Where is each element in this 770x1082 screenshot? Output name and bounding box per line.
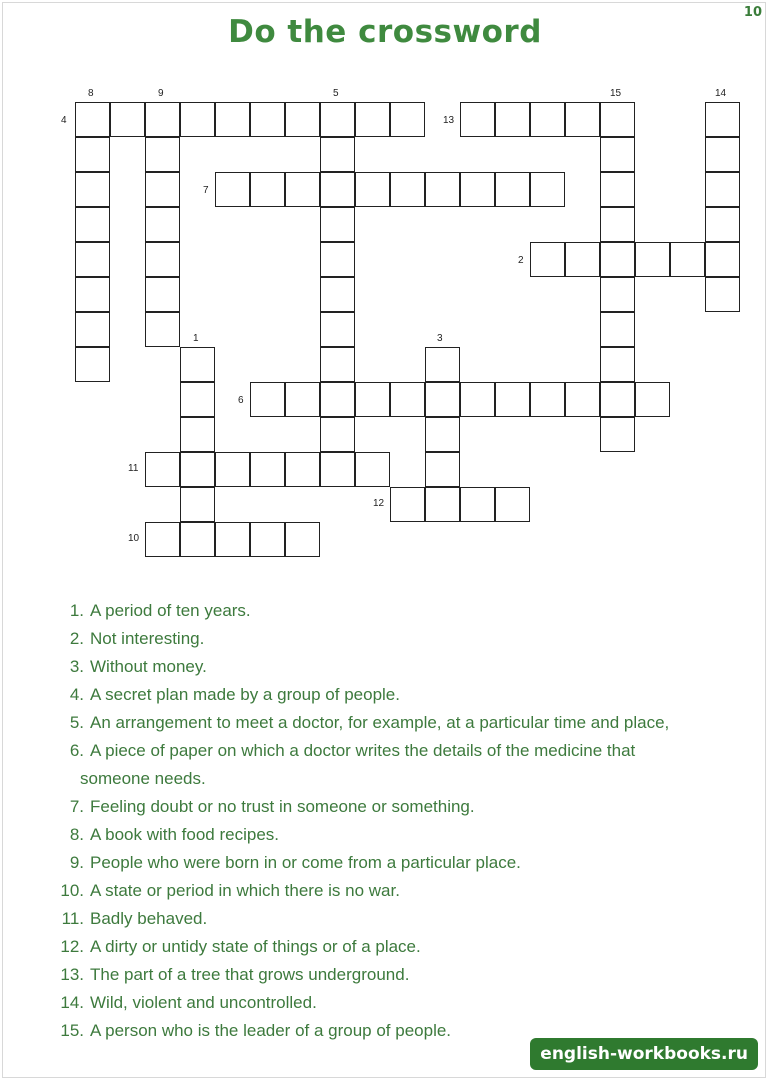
crossword-cell[interactable] xyxy=(75,347,110,382)
crossword-cell[interactable] xyxy=(215,102,250,137)
clue-item-text: Not interesting. xyxy=(90,629,205,648)
clue-item xyxy=(52,681,742,709)
crossword-cell[interactable] xyxy=(145,137,180,172)
clue-item xyxy=(52,653,742,681)
clue-number-3: 3 xyxy=(437,333,443,344)
crossword-cell[interactable] xyxy=(355,172,390,207)
crossword-cell[interactable] xyxy=(285,172,320,207)
crossword-cell[interactable] xyxy=(145,452,180,487)
clue-item-number: 1. xyxy=(69,601,84,620)
crossword-cell[interactable] xyxy=(530,382,565,417)
crossword-cell[interactable] xyxy=(180,452,215,487)
crossword-cell[interactable] xyxy=(250,452,285,487)
crossword-cell[interactable] xyxy=(600,347,635,382)
crossword-cell[interactable] xyxy=(635,242,670,277)
crossword-cell[interactable] xyxy=(460,172,495,207)
crossword-cell[interactable] xyxy=(320,172,355,207)
crossword-cell[interactable] xyxy=(180,522,215,557)
crossword-cell[interactable] xyxy=(705,207,740,242)
clue-item-number: 13. xyxy=(60,965,84,984)
crossword-cell[interactable] xyxy=(320,312,355,347)
clue-item xyxy=(52,849,742,877)
clue-item xyxy=(52,625,742,653)
crossword-cell[interactable] xyxy=(460,102,495,137)
crossword-cell[interactable] xyxy=(600,312,635,347)
crossword-cell[interactable] xyxy=(145,522,180,557)
crossword-cell[interactable] xyxy=(600,277,635,312)
clue-item-text: A person who is the leader of a group of people. xyxy=(90,1021,452,1040)
crossword-cell[interactable] xyxy=(180,417,215,452)
crossword-cell[interactable] xyxy=(355,382,390,417)
crossword-cell[interactable] xyxy=(145,242,180,277)
clue-number-5: 5 xyxy=(333,88,339,99)
clue-item xyxy=(52,821,742,849)
crossword-cell[interactable] xyxy=(180,382,215,417)
crossword-cell[interactable] xyxy=(285,102,320,137)
crossword-cell[interactable] xyxy=(75,312,110,347)
clue-item-number: 8. xyxy=(69,825,84,844)
clue-item-text: Badly behaved. xyxy=(90,909,208,928)
clue-list xyxy=(52,597,742,1045)
crossword-cell[interactable] xyxy=(180,102,215,137)
crossword-cell[interactable] xyxy=(320,417,355,452)
crossword-cell[interactable] xyxy=(390,102,425,137)
crossword-cell[interactable] xyxy=(600,172,635,207)
crossword-cell[interactable] xyxy=(75,137,110,172)
clue-number-4: 4 xyxy=(61,115,67,126)
clue-number-14: 14 xyxy=(715,88,727,99)
clue-item-text: A book with food recipes. xyxy=(90,825,280,844)
crossword-cell[interactable] xyxy=(565,382,600,417)
clue-number-8: 8 xyxy=(88,88,94,99)
clue-number-7: 7 xyxy=(203,185,209,196)
crossword-cell[interactable] xyxy=(530,102,565,137)
crossword-cell[interactable] xyxy=(75,207,110,242)
site-badge[interactable]: english-workbooks.ru xyxy=(530,1038,758,1070)
crossword-cell[interactable] xyxy=(390,382,425,417)
crossword-cell[interactable] xyxy=(600,207,635,242)
crossword-cell[interactable] xyxy=(425,382,460,417)
crossword-cell[interactable] xyxy=(600,417,635,452)
crossword-cell[interactable] xyxy=(215,522,250,557)
crossword-cell[interactable] xyxy=(705,277,740,312)
clue-number-12: 12 xyxy=(373,498,385,509)
crossword-cell[interactable] xyxy=(530,242,565,277)
crossword-cell[interactable] xyxy=(180,347,215,382)
clue-item-text: A piece of paper on which a doctor writes the details of the medicine that xyxy=(90,741,636,760)
crossword-cell[interactable] xyxy=(215,452,250,487)
clue-item-text: A period of ten years. xyxy=(90,601,251,620)
clue-item-text: The part of a tree that grows underground. xyxy=(90,965,410,984)
crossword-cell[interactable] xyxy=(705,242,740,277)
clue-number-1: 1 xyxy=(193,333,199,344)
crossword-cell[interactable] xyxy=(600,382,635,417)
crossword-cell[interactable] xyxy=(355,102,390,137)
clue-item-text: A state or period in which there is no war. xyxy=(90,881,400,900)
crossword-cell[interactable] xyxy=(145,172,180,207)
clue-number-9: 9 xyxy=(158,88,164,99)
clue-item-number: 5. xyxy=(69,713,84,732)
crossword-cell[interactable] xyxy=(425,487,460,522)
crossword-cell[interactable] xyxy=(600,242,635,277)
crossword-cell[interactable] xyxy=(320,382,355,417)
crossword-cell[interactable] xyxy=(600,102,635,137)
crossword-cell[interactable] xyxy=(320,102,355,137)
clue-item-text: An arrangement to meet a doctor, for example, at a particular time and place, xyxy=(90,713,670,732)
clue-item-number: 14. xyxy=(60,993,84,1012)
clue-item-number: 11. xyxy=(61,909,84,928)
clue-item-text: Without money. xyxy=(90,657,207,676)
crossword-cell[interactable] xyxy=(250,172,285,207)
crossword-cell[interactable] xyxy=(390,172,425,207)
crossword-cell[interactable] xyxy=(565,242,600,277)
crossword-cell[interactable] xyxy=(460,487,495,522)
page-title: Do the crossword xyxy=(228,14,542,50)
crossword-cell[interactable] xyxy=(425,417,460,452)
crossword-cell[interactable] xyxy=(320,347,355,382)
crossword-cell[interactable] xyxy=(495,102,530,137)
crossword-cell[interactable] xyxy=(670,242,705,277)
clue-item-number: 9. xyxy=(69,853,84,872)
clue-item xyxy=(52,933,742,961)
clue-item xyxy=(52,737,742,765)
crossword-cell[interactable] xyxy=(565,102,600,137)
clue-item-number: 4. xyxy=(69,685,84,704)
crossword-cell[interactable] xyxy=(250,522,285,557)
crossword-cell[interactable] xyxy=(635,382,670,417)
clue-item xyxy=(52,793,742,821)
crossword-cell[interactable] xyxy=(425,172,460,207)
page-number: 10 xyxy=(743,5,762,20)
crossword-cell[interactable] xyxy=(110,102,145,137)
crossword-cell[interactable] xyxy=(180,487,215,522)
crossword-cell[interactable] xyxy=(215,172,250,207)
clue-item xyxy=(52,597,742,625)
crossword-cell[interactable] xyxy=(320,137,355,172)
clue-item-number: 2. xyxy=(69,629,84,648)
clue-item-text: People who were born in or come from a particular place. xyxy=(90,853,521,872)
crossword-cell[interactable] xyxy=(495,382,530,417)
clue-number-15: 15 xyxy=(610,88,622,99)
crossword-cell[interactable] xyxy=(705,172,740,207)
clue-number-13: 13 xyxy=(443,115,455,126)
crossword-cell[interactable] xyxy=(320,242,355,277)
clue-item xyxy=(52,989,742,1017)
clue-item-number: 10. xyxy=(60,881,84,900)
crossword-cell[interactable] xyxy=(145,277,180,312)
crossword-cell[interactable] xyxy=(75,277,110,312)
clue-item-number: 12. xyxy=(60,937,84,956)
crossword-cell[interactable] xyxy=(425,347,460,382)
clue-item xyxy=(52,961,742,989)
clue-item-text: A dirty or untidy state of things or of a place. xyxy=(90,937,421,956)
crossword-cell[interactable] xyxy=(705,102,740,137)
clue-number-11: 11 xyxy=(128,463,139,474)
clue-item xyxy=(52,877,742,905)
crossword-cell[interactable] xyxy=(495,172,530,207)
crossword-cell[interactable] xyxy=(320,277,355,312)
crossword-cell[interactable] xyxy=(495,487,530,522)
crossword-cell[interactable] xyxy=(250,102,285,137)
crossword-cell[interactable] xyxy=(285,522,320,557)
crossword-cell[interactable] xyxy=(530,172,565,207)
crossword-cell[interactable] xyxy=(145,312,180,347)
clue-item-text: Feeling doubt or no trust in someone or something. xyxy=(90,797,475,816)
crossword-cell[interactable] xyxy=(355,452,390,487)
crossword-cell[interactable] xyxy=(320,452,355,487)
crossword-cell[interactable] xyxy=(460,382,495,417)
clue-item-number: 6. xyxy=(69,741,84,760)
crossword-cell[interactable] xyxy=(250,382,285,417)
clue-item-number: 15. xyxy=(60,1021,84,1040)
crossword-cell[interactable] xyxy=(600,137,635,172)
crossword-cell[interactable] xyxy=(75,242,110,277)
crossword-cell[interactable] xyxy=(145,207,180,242)
clue-item xyxy=(52,905,742,933)
crossword-cell[interactable] xyxy=(285,382,320,417)
crossword-cell[interactable] xyxy=(285,452,320,487)
clue-item-text: A secret plan made by a group of people. xyxy=(90,685,400,704)
crossword-cell[interactable] xyxy=(425,452,460,487)
clue-item xyxy=(52,709,742,737)
clue-number-6: 6 xyxy=(238,395,244,406)
crossword-cell[interactable] xyxy=(75,102,110,137)
clue-item-text: Wild, violent and uncontrolled. xyxy=(90,993,317,1012)
clue-number-2: 2 xyxy=(518,255,524,266)
crossword-cell[interactable] xyxy=(145,102,180,137)
crossword-cell[interactable] xyxy=(390,487,425,522)
crossword-cell[interactable] xyxy=(320,207,355,242)
crossword-cell[interactable] xyxy=(705,137,740,172)
clue-continuation: someone needs. xyxy=(80,769,206,788)
clue-number-10: 10 xyxy=(128,533,140,544)
clue-item-number: 3. xyxy=(69,657,84,676)
clue-item-number: 7. xyxy=(69,797,84,816)
crossword-cell[interactable] xyxy=(75,172,110,207)
